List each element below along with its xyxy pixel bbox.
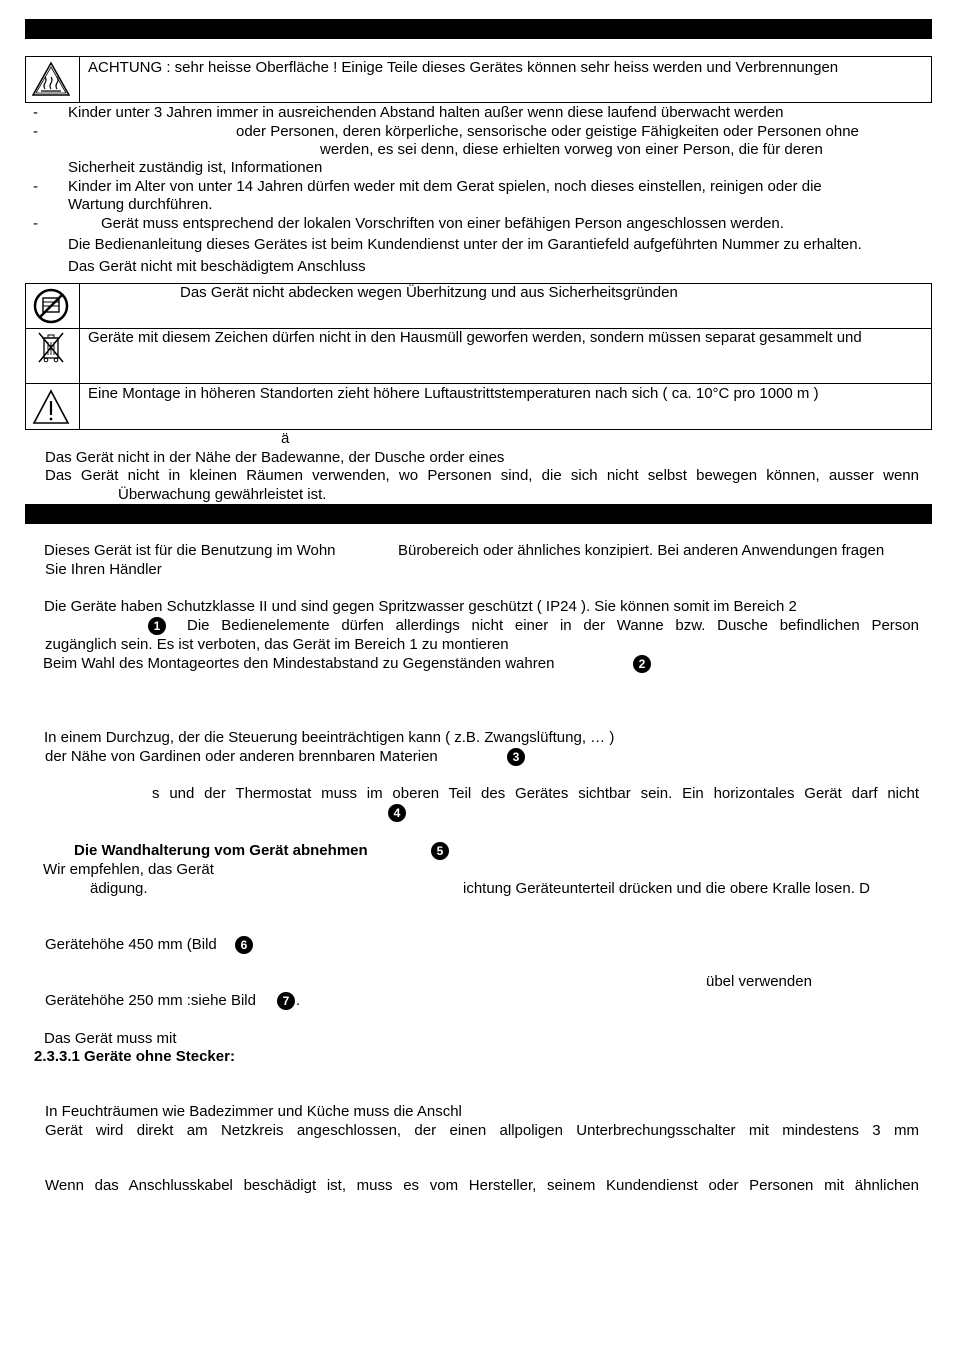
intended-use-text-a: Dieses Gerät ist für die Benutzung im Wohn	[44, 542, 336, 559]
figure-number-3: 3	[507, 748, 525, 766]
must-with-text: Das Gerät muss mit	[44, 1030, 177, 1047]
figure-number-7: 7	[277, 992, 295, 1010]
damage-text: ädigung.	[90, 880, 148, 897]
damaged-cable-text: Wenn das Anschlusskabel beschädigt ist, muss es vom Hersteller, seinem Kundendienst oder Personen mit ähnlichen	[45, 1177, 919, 1194]
controls-access-text: Die Bedienelemente dürfen allerdings nicht einer in der Wanne bzw. Dusche befindlichen Person	[187, 617, 919, 634]
weee-disposal-text: Geräte mit diesem Zeichen dürfen nicht in den Hausmüll geworfen werden, sondern müssen separat gesammelt und	[88, 329, 862, 346]
bullet-persons-line1: oder Personen, deren körperliche, sensorische oder geistige Fähigkeiten oder Personen ohne	[236, 123, 859, 140]
crossed-out-bin-icon	[34, 330, 68, 364]
bullet-dash: -	[33, 123, 38, 140]
damaged-connection-text: Das Gerät nicht mit beschädigtem Anschluss	[68, 258, 366, 275]
intended-use-text-line2: Sie Ihren Händler	[45, 561, 162, 578]
area1-forbidden-text: zugänglich sein. Es ist verboten, das Gerät im Bereich 1 zu montieren	[45, 636, 509, 653]
wall-bracket-heading: Die Wandhalterung vom Gerät abnehmen	[74, 842, 368, 859]
stray-umlaut: ä	[281, 430, 290, 447]
devices-without-plug-heading: 2.3.3.1 Geräte ohne Stecker:	[34, 1048, 235, 1065]
protection-class-text: Die Geräte haben Schutzklasse II und sind gegen Spritzwasser geschützt ( IP24 ). Sie können somit im Bereich 2	[44, 598, 797, 615]
figure-number-6: 6	[235, 936, 253, 954]
figure-number-5: 5	[431, 842, 449, 860]
height-250-period: .	[296, 992, 301, 1009]
press-claw-text: ichtung Geräteunterteil drücken und die obere Kralle losen. D	[463, 880, 870, 897]
draft-text: In einem Durchzug, der die Steuerung beeinträchtigen kann ( z.B. Zwangslüftung, … )	[44, 729, 615, 746]
section-header-bar-2	[25, 504, 932, 524]
recommend-text: Wir empfehlen, das Gerät	[43, 861, 214, 878]
figure-number-2: 2	[633, 655, 651, 673]
near-bathtub-text: Das Gerät nicht in der Nähe der Badewanne, der Dusche order eines	[45, 449, 505, 466]
bullet-dash: -	[33, 215, 38, 232]
supervision-text: Überwachung gewährleistet ist.	[118, 486, 327, 503]
figure-number-4: 4	[388, 804, 406, 822]
direct-connection-text: Gerät wird direkt am Netzkreis angeschlossen, der einen allpoligen Unterbrechungsschalter mit mindestens 3 mm	[45, 1122, 919, 1139]
bullet-children-under-3: Kinder unter 3 Jahren immer in ausreichenden Abstand halten außer wenn diese laufend überwacht werden	[68, 104, 784, 121]
bullet-children-under-14-line2: Wartung durchführen.	[68, 196, 213, 213]
bullet-dash: -	[33, 178, 38, 195]
bullet-connection: Gerät muss entsprechend der lokalen Vorschriften von einer befähigen Person angeschlossen werden.	[101, 215, 784, 232]
thermostat-text: s und der Thermostat muss im oberen Teil des Gerätes sichtbar sein. Ein horizontales Gerät darf nicht	[152, 785, 919, 802]
hot-surface-warning-text: ACHTUNG : sehr heisse Oberfläche ! Einige Teile dieses Gerätes können sehr heiss werden und Verbrennungen	[88, 59, 839, 76]
dowel-text: übel verwenden	[706, 973, 812, 990]
warning-triangle-icon	[32, 388, 70, 426]
height-250-text: Gerätehöhe 250 mm :siehe Bild	[45, 992, 256, 1009]
small-rooms-text: Das Gerät nicht in kleinen Räumen verwenden, wo Personen sind, die sich nicht selbst bewegen können, ausser wenn	[45, 467, 919, 484]
manual-availability-text: Die Bedienanleitung dieses Gerätes ist beim Kundendienst unter der im Garantiefeld aufgeführten Nummer zu erhalten.	[68, 236, 862, 253]
wet-rooms-text: In Feuchträumen wie Badezimmer und Küche muss die Anschl	[45, 1103, 462, 1120]
min-distance-text: Beim Wahl des Montageortes den Mindestabstand zu Gegenständen wahren	[43, 655, 555, 672]
symbol-table	[25, 283, 932, 430]
curtains-text: der Nähe von Gardinen oder anderen brennbaren Materien	[45, 748, 438, 765]
do-not-cover-icon	[32, 288, 70, 324]
intended-use-text-b: Bürobereich oder ähnliches konzipiert. Bei anderen Anwendungen fragen	[398, 542, 885, 559]
height-450-text: Gerätehöhe 450 mm (Bild	[45, 936, 217, 953]
symbol-table-column-divider	[79, 283, 80, 430]
do-not-cover-text: Das Gerät nicht abdecken wegen Überhitzung und aus Sicherheitsgründen	[180, 284, 678, 301]
bullet-dash: -	[33, 104, 38, 121]
hot-surface-warning-icon	[31, 61, 71, 97]
bullet-persons-line3: Sicherheit zuständig ist, Informationen	[68, 159, 323, 176]
symbol-table-row-divider	[25, 383, 932, 384]
figure-number-1: 1	[148, 617, 166, 635]
bullet-persons-line2: werden, es sei denn, diese erhielten vorweg von einer Person, die für deren	[320, 141, 823, 158]
section-header-bar-top	[25, 19, 932, 39]
altitude-warning-text: Eine Montage in höheren Standorten zieht höhere Luftaustrittstemperaturen nach sich ( ca. 10°C pro 1000 m )	[88, 385, 819, 402]
bullet-children-under-14-line1: Kinder im Alter von unter 14 Jahren dürfen weder mit dem Gerat spielen, noch dieses einstellen, reinigen oder die	[68, 178, 822, 195]
